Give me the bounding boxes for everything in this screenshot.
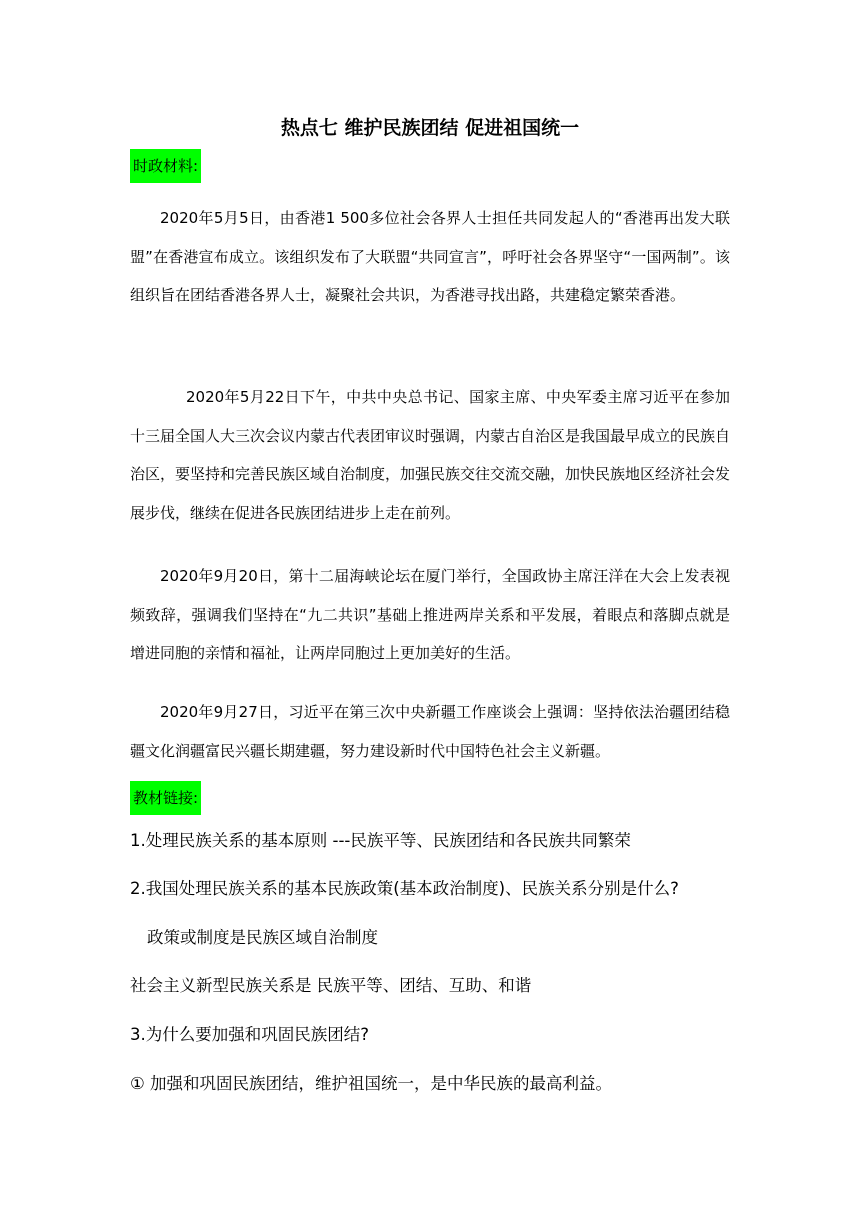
textbook-line-2: 2.我国处理民族关系的基本民族政策(基本政治制度)、民族关系分别是什么? (130, 879, 679, 898)
section-label-news: 时政材料: (130, 149, 201, 183)
page-title: 热点七 维护民族团结 促进祖国统一 (280, 117, 580, 139)
news-paragraph-4: 2020年9月27日，习近平在第三次中央新疆工作座谈会上强调：坚持依法治疆团结稳疆文化润疆富民兴疆长期建疆，努力建设新时代中国特色社会主义新疆。 (130, 703, 730, 760)
textbook-line-6: ① 加强和巩固民族团结，维护祖国统一，是中华民族的最高利益。 (130, 1074, 613, 1093)
news-paragraph-3: 2020年9月20日，第十二届海峡论坛在厦门举行，全国政协主席汪洋在大会上发表视频致辞，强调我们坚持在“九二共识”基础上推进两岸关系和平发展，着眼点和落脚点就是增进同胞的亲情和福祉，让两岸同胞过上更加美好的生活。 (130, 567, 730, 662)
textbook-line-5: 3.为什么要加强和巩固民族团结? (130, 1025, 370, 1044)
textbook-line-3: 政策或制度是民族区域自治制度 (147, 928, 378, 947)
section-label-textbook: 教材链接: (130, 781, 201, 815)
textbook-line-1: 1.处理民族关系的基本原则 ---民族平等、民族团结和各民族共同繁荣 (130, 831, 631, 850)
news-paragraph-1: 2020年5月5日，由香港1 500多位社会各界人士担任共同发起人的“香港再出发大联盟”在香港宣布成立。该组织发布了大联盟“共同宣言”，呼吁社会各界坚守“一国两制”。该组织旨在团结香港各界人士，凝聚社会共识，为香港寻找出路，共建稳定繁荣香港。 (130, 209, 730, 304)
news-paragraph-2: 2020年5月22日下午，中共中央总书记、国家主席、中央军委主席习近平在参加十三届全国人大三次会议内蒙古代表团审议时强调，内蒙古自治区是我国最早成立的民族自治区，要坚持和完善民族区域自治制度，加强民族交往交流交融，加快民族地区经济社会发展步伐，继续在促进各民族团结进步上走在前列。 (130, 388, 731, 522)
textbook-line-4: 社会主义新型民族关系是 民族平等、团结、互助、和谐 (130, 976, 532, 995)
